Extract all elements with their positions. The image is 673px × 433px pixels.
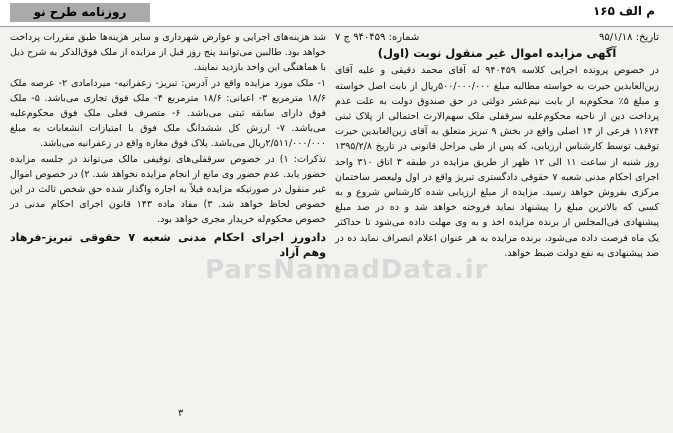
notice-paragraph: تذکرات: ۱) در خصوص سرقفلی‌های توقیفی مالک می‌تواند در جلسه مزایده حضور یابد. عدم حضور وی مانع از انجام مزایده نخواهد شد. ۲) در خصوص اموال غیر منقول در صورتیکه مزایده قبلاً به اجاره واگذار شده حق شخص ثالث در این خصوص لحاظ خواهد شد. ۳) مفاد ماده ۱۴۳ قانون اجرای احکام مدنی در خصوص محکوم‌له خریدار مجری خواهد بود. <box>10 153 326 226</box>
page-number: ۳ <box>178 408 184 419</box>
notice-paragraph: در خصوص پرونده اجرایی کلاسه ۹۴۰۴۵۹ له آقای محمد دقیقی و علیه آقای زین‌العابدین حیرت به خواسته مطالبه مبلغ ۵۰۰/۰۰۰/۰۰۰ریال از بابت اصل خواسته و مبلغ ۵٪ محکوم‌به از بابت نیم‌عشر دولتی در حق صندوق دولت به علت عدم پرداخت دین از ناحیه محکوم‌علیه سرقفلی ملک سهم‌الارث احتمالی از پلاک ثبتی ۱۱۶۷۴ فرعی از ۱۴ اصلی واقع در بخش ۹ تبریز متعلق به آقای زین‌العابدین حیرت توقیف توسط کارشناس ارزیابی، که پس از طی مراحل قانونی در تاریخ ۱۳۹۵/۲/۸ روز شنبه از ساعت ۱۱ الی ۱۲ ظهر از طریق مزایده در طبقه ۳ اتاق ۳۱۰ واحد اجرای احکام مدنی شعبه ۷ حقوقی دادگستری تبریز واقع در اول ولیعصر ساختمان مرکزی بفروش خواهد رسید. مزایده از مبلغ ارزیابی شده کارشناس شروع و به کسی که بالاترین مبلغ را پیشنهاد نماید فروخته خواهد شد و ده در صد مبلغ پیشنهادی فی‌المجلس از برنده مزایده اخذ و به وی مهلت داده می‌شود تا حداکثر یک ماه فرصت داده می‌شود، برنده مزایده به هر عنوان اعلام انصراف نماید ده در صد پیشنهادی به نفع دولت ضبط خواهد. <box>335 65 660 259</box>
notice-column-left <box>10 30 326 260</box>
ad-code: م الف ۱۶۵ <box>592 4 655 18</box>
notice-column-right <box>335 30 659 261</box>
notice-number: شماره: ۹۴۰۴۵۹ ج ۷ <box>335 32 420 43</box>
notice-date: تاریخ: ۹۵/۱/۱۸ <box>598 32 659 43</box>
signature: دادورز اجرای احکام مدنی شعبه ۷ حقوقی تبریز-فرهاد وهم آزاد <box>10 230 326 259</box>
notice-paragraph: شد هزینه‌های اجرایی و عوارض شهرداری و سایر هزینه‌ها طبق مقررات پرداخت خواهد بود. طالبین می‌توانند پنج روز قبل از مزایده از ملک فوق‌الذکر به شرح ذیل با هماهنگی این واحد بازدید نمایند. <box>10 32 326 74</box>
notice-title: آگهی مزایده اموال غیر منقول نوبت (اول) <box>377 46 617 61</box>
notice-paragraph: ۱- ملک مورد مزایده واقع در آدرس: تبریز- زعفرانیه- میردامادی ۲- عرصه ملک ۱۸/۶ مترمربع ۳- اعیانی: ۱۸/۶ مترمربع ۴- ملک فوق تجاری می‌باشد. ۵- ملک فوق دارای سابقه ثبتی می‌باشد. ۶- متصرف فعلی ملک فوق محکوم‌علیه می‌باشد. ۷- ارزش کل ششدانگ ملک فوق با امتیازات انشعابات به مبلغ ۲/۵۱۱/۰۰۰/۰۰۰ریال می‌باشد. پلاک فوق مغازه واقع در زعفرانیه می‌باشد. <box>10 77 326 150</box>
newspaper-name: روزنامه طرح نو <box>10 3 150 22</box>
notice-header <box>335 30 659 45</box>
watermark: ParsNamadData.ir <box>205 255 489 285</box>
header-bar <box>0 0 673 27</box>
